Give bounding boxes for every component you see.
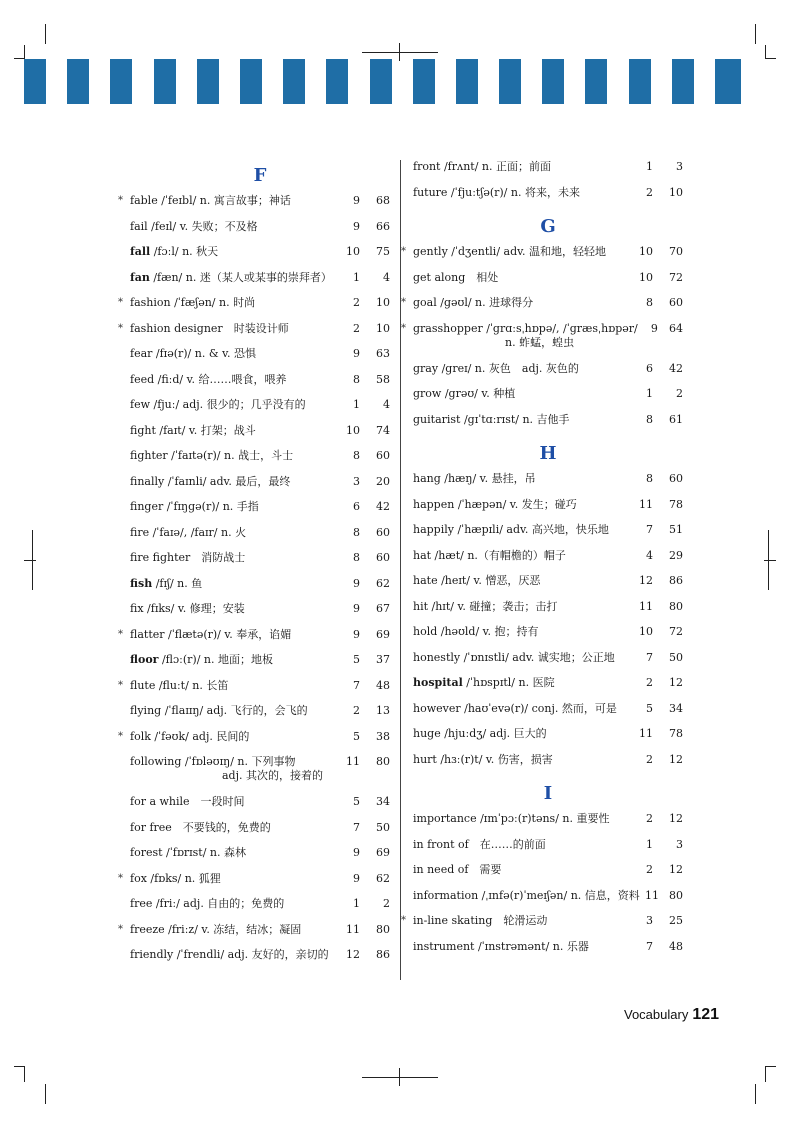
page-number: 121 xyxy=(692,1006,720,1023)
entry-second-line: adj. 其次的，接着的 xyxy=(222,769,324,782)
entry-text: grow /grəʊ/ v. 种植 xyxy=(413,387,516,400)
unit-number: 11 xyxy=(346,755,360,768)
header-stripe xyxy=(283,59,305,104)
page-ref: 10 xyxy=(376,296,390,309)
star-icon: * xyxy=(401,297,406,308)
vocab-entry xyxy=(130,424,390,450)
star-icon: * xyxy=(118,923,123,935)
entry-text: for free 不要钱的，免费的 xyxy=(130,820,271,834)
vocab-entry xyxy=(413,812,683,838)
vocab-entry xyxy=(130,653,390,679)
page-ref: 48 xyxy=(669,939,683,953)
unit-number: 9 xyxy=(353,347,360,360)
vocab-entry xyxy=(413,362,683,388)
page-ref: 34 xyxy=(669,701,683,715)
entry-text: fear /fɪə(r)/ n. & v. 恐惧 xyxy=(130,347,257,360)
page-ref: 60 xyxy=(669,472,683,485)
entry-text: in need of 需要 xyxy=(413,863,502,876)
entry-text: fight /faɪt/ v. 打架；战斗 xyxy=(130,423,256,437)
entry-text: information /ˌɪnfə(r)ˈmeɪʃən/ n. 信息，资料 xyxy=(413,888,640,902)
page-ref: 72 xyxy=(669,625,683,638)
page-ref: 86 xyxy=(669,574,683,587)
entry-text: flatter /ˈflætə(r)/ v. 奉承，谄媚 xyxy=(130,627,292,641)
header-stripe xyxy=(715,59,741,104)
page-ref: 60 xyxy=(376,449,390,462)
unit-number: 11 xyxy=(639,599,653,613)
page-ref: 80 xyxy=(669,599,683,613)
unit-number: 11 xyxy=(645,888,659,902)
vocab-entry xyxy=(413,186,683,212)
entry-text: hit /hɪt/ v. 碰撞；袭击；击打 xyxy=(413,599,558,613)
page-ref: 60 xyxy=(376,525,390,539)
page-ref: 3 xyxy=(676,837,683,851)
entry-text: few /fjuː/ adj. 很少的；几乎没有的 xyxy=(130,398,306,411)
vocab-entry xyxy=(413,940,683,966)
entry-text: hospital /ˈhɒspɪtl/ n. 医院 xyxy=(413,676,555,689)
page-ref: 60 xyxy=(376,551,390,564)
page-ref: 67 xyxy=(376,602,390,615)
entry-text: floor /flɔː(r)/ n. 地面；地板 xyxy=(130,653,273,666)
page-ref: 2 xyxy=(676,387,683,400)
page-ref: 2 xyxy=(383,897,390,910)
unit-number: 1 xyxy=(353,398,360,411)
unit-number: 2 xyxy=(646,812,653,825)
vocab-entry xyxy=(413,472,683,498)
vocab-entry xyxy=(118,871,390,898)
unit-number: 8 xyxy=(646,412,653,426)
entry-text: grasshopper /ˈgrɑːsˌhɒpə/, /ˈgræsˌhɒpər/ n. 蚱蜢，蝗虫 xyxy=(413,321,638,349)
entry-text: hang /hæŋ/ v. 悬挂，吊 xyxy=(413,472,536,485)
right-column xyxy=(401,160,683,965)
header-stripe xyxy=(585,59,607,104)
star-icon: * xyxy=(118,195,123,206)
section-letter: G xyxy=(540,216,556,237)
entry-text: for a while 一段时间 xyxy=(130,795,245,808)
footer-label: Vocabulary xyxy=(624,1007,689,1022)
unit-number: 9 xyxy=(353,576,360,590)
page-ref: 72 xyxy=(669,270,683,284)
page-ref: 78 xyxy=(669,727,683,740)
entry-text: goal /gəʊl/ n. 进球得分 xyxy=(413,296,534,309)
section-letter: F xyxy=(253,165,267,186)
entry-text: fire /ˈfaɪə/, /faɪr/ n. 火 xyxy=(130,525,247,539)
entry-text: instrument /ˈɪnstrəmənt/ n. 乐器 xyxy=(413,939,589,953)
unit-number: 2 xyxy=(646,676,653,689)
unit-number: 3 xyxy=(646,914,653,927)
page-ref: 12 xyxy=(669,863,683,876)
vocab-entry xyxy=(413,549,683,575)
unit-number: 2 xyxy=(353,296,360,309)
vocab-entry xyxy=(118,321,390,348)
vocab-entry xyxy=(130,347,390,373)
page-ref: 51 xyxy=(669,523,683,536)
header-stripe xyxy=(24,59,46,104)
headword: fall xyxy=(130,245,151,258)
unit-number: 11 xyxy=(346,922,360,936)
unit-number: 1 xyxy=(353,897,360,910)
unit-number: 2 xyxy=(646,185,653,199)
left-column xyxy=(118,160,390,974)
star-icon: * xyxy=(118,872,123,884)
vocab-entry xyxy=(130,271,390,297)
entry-text: fashion designer 时装设计师 xyxy=(130,321,289,335)
vocab-entry xyxy=(130,220,390,246)
entry-text: guitarist /gɪˈtɑːrɪst/ n. 吉他手 xyxy=(413,412,570,426)
page-ref: 60 xyxy=(669,296,683,309)
vocab-entry xyxy=(413,387,683,413)
entry-text: happily /ˈhæpɪli/ adv. 高兴地，快乐地 xyxy=(413,523,609,536)
page-ref: 70 xyxy=(669,245,683,258)
entry-text: forest /ˈfɒrɪst/ n. 森林 xyxy=(130,846,246,859)
entry-text: fan /fæn/ n. 迷（某人或某事的崇拜者） xyxy=(130,270,332,284)
unit-number: 9 xyxy=(353,194,360,207)
vocab-entry xyxy=(413,625,683,651)
entry-text: in-line skating 轮滑运动 xyxy=(413,914,548,927)
vocab-entry xyxy=(130,551,390,577)
page-ref: 10 xyxy=(669,185,683,199)
section-letter: I xyxy=(543,783,553,804)
header-stripe xyxy=(240,59,262,104)
unit-number: 2 xyxy=(646,863,653,876)
page-ref: 42 xyxy=(669,361,683,375)
page-ref: 10 xyxy=(376,321,390,335)
vocab-entry xyxy=(130,475,390,501)
star-icon: * xyxy=(118,322,123,334)
vocab-entry xyxy=(413,271,683,297)
unit-number: 10 xyxy=(639,270,653,284)
unit-number: 12 xyxy=(639,574,653,587)
entry-text: happen /ˈhæpən/ v. 发生；碰巧 xyxy=(413,497,577,511)
entry-text: gently /ˈdʒentli/ adv. 温和地，轻轻地 xyxy=(413,245,607,258)
entry-text: flute /fluːt/ n. 长笛 xyxy=(130,678,229,692)
vocab-entry xyxy=(413,498,683,524)
vocab-entry xyxy=(130,398,390,424)
headword: floor xyxy=(130,653,159,666)
vocab-entry xyxy=(118,627,390,654)
entry-text: fashion /ˈfæʃən/ n. 时尚 xyxy=(130,296,256,309)
page-ref: 4 xyxy=(383,398,390,411)
entry-text: finally /ˈfaɪnli/ adv. 最后，最终 xyxy=(130,474,291,488)
header-stripe xyxy=(197,59,219,104)
unit-number: 10 xyxy=(639,245,653,258)
vocab-entry xyxy=(413,702,683,728)
page-ref: 50 xyxy=(669,650,683,664)
entry-text: feed /fiːd/ v. 给……喂食，喂养 xyxy=(130,372,287,386)
headword: hospital xyxy=(413,676,463,689)
unit-number: 10 xyxy=(639,625,653,638)
entry-text: fail /feɪl/ v. 失败；不及格 xyxy=(130,219,258,233)
vocab-entry xyxy=(413,413,683,439)
vocab-entry xyxy=(413,160,683,186)
page-ref: 38 xyxy=(376,729,390,743)
vocab-entry xyxy=(130,704,390,730)
vocab-entry xyxy=(130,245,390,271)
page-ref: 62 xyxy=(376,576,390,590)
header-stripe xyxy=(110,59,132,104)
page-ref: 74 xyxy=(376,423,390,437)
entry-text: hat /hæt/ n.（有帽檐的）帽子 xyxy=(413,548,566,562)
vocab-entry xyxy=(130,602,390,628)
header-stripe xyxy=(67,59,89,104)
vocab-entry xyxy=(413,889,683,915)
unit-number: 11 xyxy=(639,727,653,740)
entry-text: finger /ˈfɪŋgə(r)/ n. 手指 xyxy=(130,500,259,513)
column-divider xyxy=(400,160,401,980)
star-icon: * xyxy=(401,915,406,926)
star-icon: * xyxy=(118,679,123,691)
unit-number: 1 xyxy=(646,837,653,851)
vocab-entry xyxy=(413,600,683,626)
entry-text: fox /fɒks/ n. 狐狸 xyxy=(130,871,221,885)
vocab-entry xyxy=(130,897,390,923)
page-footer xyxy=(624,1006,719,1024)
entry-text: fable /ˈfeɪbl/ n. 寓言故事；神话 xyxy=(130,194,291,207)
entry-text: front /frʌnt/ n. 正面；前面 xyxy=(413,160,551,173)
unit-number: 7 xyxy=(353,678,360,692)
star-icon: * xyxy=(401,246,406,257)
vocab-entry xyxy=(130,577,390,603)
unit-number: 2 xyxy=(646,752,653,766)
unit-number: 5 xyxy=(353,653,360,666)
vocab-entry xyxy=(130,500,390,526)
unit-number: 6 xyxy=(353,500,360,513)
star-icon: * xyxy=(118,628,123,640)
entry-text: get along 相处 xyxy=(413,270,499,284)
unit-number: 3 xyxy=(353,474,360,488)
page-ref: 12 xyxy=(669,676,683,689)
unit-number: 9 xyxy=(353,846,360,859)
unit-number: 8 xyxy=(353,551,360,564)
entry-text: hurt /hɜː(r)t/ v. 伤害，损害 xyxy=(413,752,553,766)
vocab-entry xyxy=(401,914,683,940)
entry-text: folk /ˈfəʊk/ adj. 民间的 xyxy=(130,729,250,743)
page-ref: 86 xyxy=(376,948,390,961)
page-ref: 75 xyxy=(376,245,390,258)
page-ref: 58 xyxy=(376,372,390,386)
page-ref: 69 xyxy=(376,846,390,859)
page-ref: 48 xyxy=(376,678,390,692)
page-ref: 66 xyxy=(376,219,390,233)
unit-number: 7 xyxy=(646,650,653,664)
unit-number: 1 xyxy=(353,270,360,284)
vocab-entry xyxy=(130,821,390,847)
page-ref: 3 xyxy=(676,160,683,173)
vocab-entry xyxy=(118,194,390,220)
vocab-entry xyxy=(401,296,683,322)
unit-number: 5 xyxy=(646,701,653,715)
unit-number: 5 xyxy=(353,729,360,743)
entry-text: fix /fɪks/ v. 修理；安装 xyxy=(130,602,245,615)
header-stripe xyxy=(672,59,694,104)
entry-text: hold /həʊld/ v. 抱；持有 xyxy=(413,625,539,638)
star-icon: * xyxy=(401,322,406,334)
header-stripe xyxy=(456,59,478,104)
vocab-entry xyxy=(118,729,390,756)
page-ref: 62 xyxy=(376,871,390,885)
page-ref: 80 xyxy=(376,755,390,768)
page-ref: 25 xyxy=(669,914,683,927)
page-ref: 64 xyxy=(669,321,683,335)
entry-text: free /friː/ adj. 自由的；免费的 xyxy=(130,897,285,910)
page-ref: 61 xyxy=(669,412,683,426)
page-ref: 12 xyxy=(669,752,683,766)
vocab-entry xyxy=(118,678,390,705)
unit-number: 6 xyxy=(646,361,653,375)
vocab-entry xyxy=(401,245,683,271)
unit-number: 8 xyxy=(353,449,360,462)
vocab-entry xyxy=(413,523,683,549)
unit-number: 8 xyxy=(646,472,653,485)
unit-number: 8 xyxy=(353,525,360,539)
unit-number: 4 xyxy=(646,548,653,562)
page-ref: 80 xyxy=(669,888,683,902)
page-ref: 69 xyxy=(376,627,390,641)
vocab-entry xyxy=(130,755,390,795)
entry-text: fall /fɔːl/ n. 秋天 xyxy=(130,245,219,258)
page-ref: 12 xyxy=(669,812,683,825)
unit-number: 9 xyxy=(353,627,360,641)
unit-number: 11 xyxy=(639,497,653,511)
header-stripe xyxy=(413,59,435,104)
entry-text: gray /greɪ/ n. 灰色 adj. 灰色的 xyxy=(413,361,579,375)
header-stripe xyxy=(629,59,651,104)
vocab-entry xyxy=(130,795,390,821)
unit-number: 7 xyxy=(646,523,653,536)
page-ref: 20 xyxy=(376,474,390,488)
unit-number: 10 xyxy=(346,245,360,258)
vocab-entry xyxy=(118,296,390,322)
entry-text: huge /hjuːdʒ/ adj. 巨大的 xyxy=(413,727,547,740)
unit-number: 1 xyxy=(646,160,653,173)
entry-text: honestly /ˈɒnɪstli/ adv. 诚实地；公正地 xyxy=(413,650,615,664)
unit-number: 9 xyxy=(353,219,360,233)
entry-text: however /haʊˈevə(r)/ conj. 然而，可是 xyxy=(413,701,617,715)
unit-number: 7 xyxy=(353,820,360,834)
entry-text: fighter /ˈfaɪtə(r)/ n. 战士，斗士 xyxy=(130,449,294,462)
vocab-entry xyxy=(413,753,683,779)
unit-number: 9 xyxy=(650,321,658,335)
header-stripe-band xyxy=(24,59,764,104)
page-ref: 37 xyxy=(376,653,390,666)
entry-text: hate /heɪt/ v. 憎恶，厌恶 xyxy=(413,574,541,587)
header-stripe xyxy=(542,59,564,104)
vocab-entry xyxy=(413,838,683,864)
unit-number: 5 xyxy=(353,795,360,808)
entry-text: friendly /ˈfrendli/ adj. 友好的，亲切的 xyxy=(130,948,329,961)
page-ref: 68 xyxy=(376,194,390,207)
unit-number: 2 xyxy=(353,321,360,335)
vocab-entry xyxy=(401,321,683,362)
entry-text: in front of 在……的前面 xyxy=(413,837,546,851)
unit-number: 2 xyxy=(353,704,360,717)
vocab-entry xyxy=(130,526,390,552)
entry-second-line: n. 蚱蜢，蝗虫 xyxy=(505,335,575,349)
unit-number: 1 xyxy=(646,387,653,400)
vocab-entry xyxy=(130,948,390,974)
page-ref: 63 xyxy=(376,347,390,360)
unit-number: 8 xyxy=(646,296,653,309)
header-stripe xyxy=(154,59,176,104)
unit-number: 8 xyxy=(353,372,360,386)
star-icon: * xyxy=(118,730,123,742)
vocab-entry xyxy=(413,863,683,889)
unit-number: 10 xyxy=(346,423,360,437)
headword: fan xyxy=(130,270,150,284)
header-stripe xyxy=(499,59,521,104)
vocab-entry xyxy=(413,651,683,677)
headword: fish xyxy=(130,576,153,590)
entry-text: freeze /friːz/ v. 冻结，结冰；凝固 xyxy=(130,922,302,936)
vocab-entry xyxy=(413,574,683,600)
entry-text: fish /fɪʃ/ n. 鱼 xyxy=(130,576,203,590)
vocab-entry xyxy=(130,449,390,475)
vocab-entry xyxy=(130,846,390,872)
vocab-entry xyxy=(118,922,390,949)
entry-text: following /ˈfɒləʊɪŋ/ n. 下列事物 adj. 其次的，接着的 xyxy=(130,755,336,783)
entry-text: flying /ˈflaɪɪŋ/ adj. 飞行的，会飞的 xyxy=(130,704,308,717)
unit-number: 9 xyxy=(353,602,360,615)
unit-number: 7 xyxy=(646,939,653,953)
section-letter: H xyxy=(539,443,557,464)
entry-text: importance /ɪmˈpɔː(r)təns/ n. 重要性 xyxy=(413,812,610,825)
page-ref: 50 xyxy=(376,820,390,834)
unit-number: 9 xyxy=(353,871,360,885)
page-ref: 34 xyxy=(376,795,390,808)
page-ref: 80 xyxy=(376,922,390,936)
entry-text: fire fighter 消防战士 xyxy=(130,551,246,564)
page-ref: 42 xyxy=(376,500,390,513)
page-ref: 29 xyxy=(669,548,683,562)
vocab-entry xyxy=(130,373,390,399)
page-ref: 78 xyxy=(669,497,683,511)
star-icon: * xyxy=(118,297,123,308)
header-stripe xyxy=(326,59,348,104)
unit-number: 12 xyxy=(346,948,360,961)
entry-text: future /ˈfjuːtʃə(r)/ n. 将来，未来 xyxy=(413,185,580,199)
page-ref: 4 xyxy=(383,270,390,284)
vocab-entry xyxy=(413,676,683,702)
page-ref: 13 xyxy=(376,704,390,717)
header-stripe xyxy=(370,59,392,104)
vocab-entry xyxy=(413,727,683,753)
